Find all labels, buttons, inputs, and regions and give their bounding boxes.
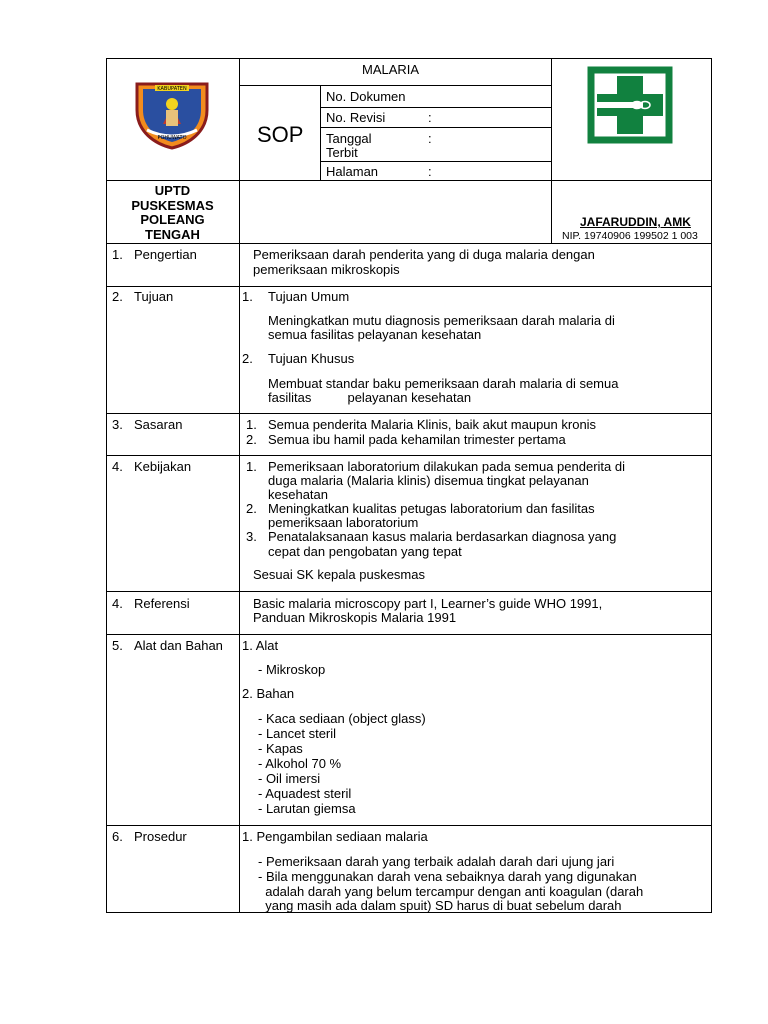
bahan-item: - Kapas: [258, 741, 303, 756]
kebijakan-line: Meningkatkan kualitas petugas laboratorium dan fasilitas: [268, 501, 595, 516]
prosedur-line: yang masih ada dalam spuit) SD harus di buat sebelum darah: [258, 898, 622, 913]
bahan-item: - Kaca sediaan (object glass): [258, 711, 426, 726]
alat-title: 1. Alat: [242, 638, 279, 653]
tujuan-umum-title: Tujuan Umum: [268, 289, 350, 304]
alat-item: - Mikroskop: [258, 662, 326, 677]
bahan-item: - Lancet steril: [258, 726, 337, 741]
row-label-pengertian: Pengertian: [134, 247, 197, 262]
tujuan-khusus-num: 2.: [242, 351, 253, 366]
tujuan-khusus-title: Tujuan Khusus: [268, 351, 355, 366]
institution-name: [106, 184, 239, 242]
row-num: 6.: [112, 829, 123, 844]
row-label-tujuan: Tujuan: [134, 289, 174, 304]
tujuan-umum-line: semua fasilitas pelayanan kesehatan: [268, 327, 482, 342]
row-label-alat: Alat dan Bahan: [134, 638, 223, 653]
kebijakan-line: cepat dan pengobatan yang tepat: [268, 544, 462, 559]
district-logo: [133, 80, 211, 150]
row-label-referensi: Referensi: [134, 596, 190, 611]
signer-nip: NIP. 19740906 199502 1 003: [562, 230, 698, 242]
field-halaman-colon: :: [428, 164, 432, 179]
institution-line-3: POLEANG: [140, 212, 205, 227]
document-title: MALARIA: [362, 62, 420, 77]
bahan-title: 2. Bahan: [242, 686, 295, 701]
tujuan-khusus-line: fasilitas pelayanan kesehatan: [268, 390, 472, 405]
pengertian-line: Pemeriksaan darah penderita yang di duga malaria dengan: [253, 247, 595, 262]
field-no-revisi: No. Revisi: [326, 110, 386, 125]
sop-label: SOP: [257, 122, 304, 147]
kebijakan-line: duga malaria (Malaria klinis) disemua tingkat pelayanan: [268, 473, 589, 488]
kebijakan-note: Sesuai SK kepala puskesmas: [253, 567, 425, 582]
row-label-prosedur: Prosedur: [134, 829, 187, 844]
kebijakan-item-num: 2.: [246, 501, 257, 516]
row-num: 5.: [112, 638, 123, 653]
sasaran-item: Semua penderita Malaria Klinis, baik akut maupun kronis: [268, 417, 597, 432]
row-num: 4.: [112, 596, 123, 611]
row-num: 2.: [112, 289, 123, 304]
sasaran-item-num: 2.: [246, 432, 257, 447]
field-no-dokumen: No. Dokumen: [326, 89, 406, 104]
bahan-item: - Aquadest steril: [258, 786, 352, 801]
field-halaman: Halaman: [326, 164, 379, 179]
field-tanggal: Tanggal: [326, 131, 372, 146]
kebijakan-item-num: 1.: [246, 459, 257, 474]
kebijakan-line: pemeriksaan laboratorium: [268, 515, 419, 530]
kebijakan-line: kesehatan: [268, 487, 328, 502]
bahan-item: - Oil imersi: [258, 771, 321, 786]
prosedur-line: - Pemeriksaan darah yang terbaik adalah darah dari ujung jari: [258, 854, 615, 869]
referensi-line: Basic malaria microscopy part I, Learner’s guide WHO 1991,: [253, 596, 603, 611]
field-terbit: Terbit: [326, 145, 358, 160]
logo-text-bottom: POHUWATO: [157, 135, 187, 141]
tujuan-umum-num: 1.: [242, 289, 253, 304]
bahan-item: - Alkohol 70 %: [258, 756, 342, 771]
kebijakan-line: Pemeriksaan laboratorium dilakukan pada semua penderita di: [268, 459, 625, 474]
signer-name: JAFARUDDIN, AMK: [580, 215, 691, 229]
institution-line-4: TENGAH: [145, 226, 200, 242]
tujuan-umum-line: Meningkatkan mutu diagnosis pemeriksaan darah malaria di: [268, 313, 615, 328]
logo-text-top: KABUPATEN: [157, 86, 187, 92]
prosedur-title: 1. Pengambilan sediaan malaria: [242, 829, 428, 844]
row-label-kebijakan: Kebijakan: [134, 459, 192, 474]
sasaran-item-num: 1.: [246, 417, 257, 432]
kebijakan-line: Penatalaksanaan kasus malaria berdasarkan diagnosa yang: [268, 529, 617, 544]
row-num: 4.: [112, 459, 123, 474]
field-no-revisi-colon: :: [428, 110, 432, 125]
health-cross-logo: [587, 66, 673, 144]
institution-line-1: UPTD: [154, 183, 191, 198]
prosedur-line: adalah darah yang belum tercampur dengan anti koagulan (darah: [258, 884, 644, 899]
referensi-line: Panduan Mikroskopis Malaria 1991: [253, 610, 457, 625]
row-num: 1.: [112, 247, 123, 262]
tujuan-khusus-line: Membuat standar baku pemeriksaan darah malaria di semua: [268, 376, 619, 391]
row-num: 3.: [112, 417, 123, 432]
institution-line-2: PUSKESMAS: [131, 197, 214, 213]
bahan-item: - Larutan giemsa: [258, 801, 356, 816]
kebijakan-item-num: 3.: [246, 529, 257, 544]
pengertian-line: pemeriksaan mikroskopis: [253, 262, 400, 277]
field-tanggal-colon: :: [428, 131, 432, 146]
prosedur-line: - Bila menggunakan darah vena sebaiknya darah yang digunakan: [258, 869, 637, 884]
sasaran-item: Semua ibu hamil pada kehamilan trimester pertama: [268, 432, 566, 447]
row-label-sasaran: Sasaran: [134, 417, 183, 432]
